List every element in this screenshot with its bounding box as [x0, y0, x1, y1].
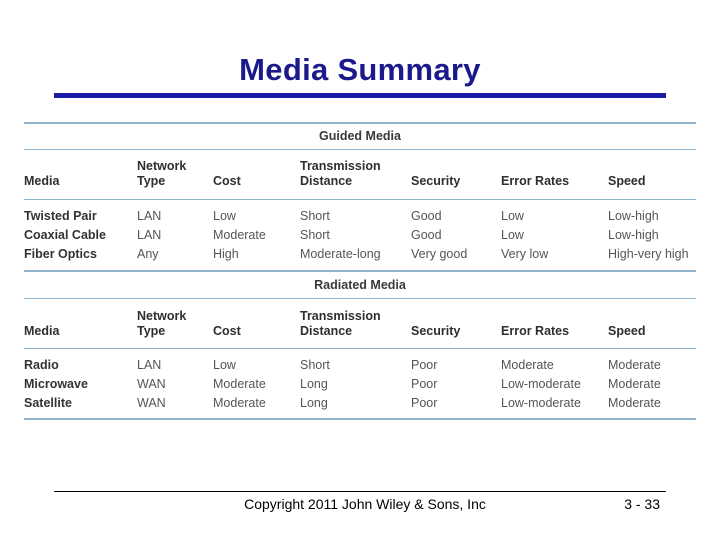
table-cell-network-type: LAN — [137, 209, 162, 223]
column-header-speed: Speed — [608, 174, 646, 188]
guided-title-rule — [24, 149, 696, 150]
table-cell-security: Poor — [411, 377, 438, 391]
guided-top-rule — [24, 122, 696, 124]
table-cell-error-rates: Very low — [501, 247, 549, 261]
table-cell-cost: Moderate — [213, 396, 266, 410]
table-cell-speed: High-very high — [608, 247, 689, 261]
table-cell-cost: Moderate — [213, 228, 266, 242]
table-cell-media: Satellite — [24, 396, 72, 410]
copyright-footer: Copyright 2011 John Wiley & Sons, Inc — [244, 496, 486, 512]
column-header-security: Security — [411, 324, 461, 338]
table-cell-transmission-distance: Short — [300, 228, 330, 242]
column-header-transmission-distance: Transmission — [300, 159, 381, 173]
table-cell-media: Coaxial Cable — [24, 228, 106, 242]
table-cell-network-type: LAN — [137, 228, 162, 242]
slide-title: Media Summary — [239, 52, 481, 87]
column-header-network-type: Type — [137, 324, 166, 338]
column-header-cost: Cost — [213, 174, 241, 188]
radiated-bottom-rule — [24, 418, 696, 420]
radiated-media-title: Radiated Media — [314, 278, 406, 292]
table-cell-network-type: WAN — [137, 377, 166, 391]
table-cell-network-type: WAN — [137, 396, 166, 410]
guided-header-rule — [24, 199, 696, 200]
table-cell-error-rates: Low — [501, 209, 524, 223]
table-cell-security: Very good — [411, 247, 468, 261]
column-header-transmission-distance: Distance — [300, 174, 353, 188]
table-cell-network-type: Any — [137, 247, 159, 261]
table-cell-cost: Moderate — [213, 377, 266, 391]
column-header-error-rates: Error Rates — [501, 174, 570, 188]
table-cell-speed: Moderate — [608, 377, 661, 391]
radiated-title-rule — [24, 298, 696, 299]
table-cell-transmission-distance: Short — [300, 209, 330, 223]
column-header-transmission-distance: Distance — [300, 324, 353, 338]
table-cell-transmission-distance: Short — [300, 358, 330, 372]
table-cell-error-rates: Low — [501, 228, 524, 242]
column-header-transmission-distance: Transmission — [300, 309, 381, 323]
column-header-security: Security — [411, 174, 461, 188]
table-cell-security: Poor — [411, 358, 438, 372]
column-header-network-type: Type — [137, 174, 166, 188]
table-cell-media: Twisted Pair — [24, 209, 97, 223]
column-header-error-rates: Error Rates — [501, 324, 570, 338]
footer-rule — [54, 491, 666, 492]
table-cell-error-rates: Low-moderate — [501, 396, 581, 410]
table-cell-error-rates: Low-moderate — [501, 377, 581, 391]
column-header-media: Media — [24, 324, 60, 338]
table-cell-speed: Low-high — [608, 209, 659, 223]
column-header-network-type: Network — [137, 159, 187, 173]
table-cell-media: Fiber Optics — [24, 247, 97, 261]
table-cell-media: Radio — [24, 358, 59, 372]
table-cell-cost: Low — [213, 209, 236, 223]
column-header-media: Media — [24, 174, 60, 188]
table-cell-media: Microwave — [24, 377, 88, 391]
title-underline — [54, 93, 666, 98]
table-cell-network-type: LAN — [137, 358, 162, 372]
table-cell-security: Good — [411, 228, 442, 242]
table-cell-security: Good — [411, 209, 442, 223]
table-cell-cost: High — [213, 247, 239, 261]
guided-bottom-rule — [24, 270, 696, 272]
page-number: 3 - 33 — [624, 496, 660, 512]
column-header-cost: Cost — [213, 324, 241, 338]
column-header-speed: Speed — [608, 324, 646, 338]
table-cell-transmission-distance: Moderate-long — [300, 247, 381, 261]
table-cell-transmission-distance: Long — [300, 377, 328, 391]
table-cell-error-rates: Moderate — [501, 358, 554, 372]
table-cell-speed: Moderate — [608, 358, 661, 372]
radiated-header-rule — [24, 348, 696, 349]
table-cell-speed: Low-high — [608, 228, 659, 242]
table-cell-speed: Moderate — [608, 396, 661, 410]
table-cell-cost: Low — [213, 358, 236, 372]
table-cell-security: Poor — [411, 396, 438, 410]
guided-media-title: Guided Media — [319, 129, 401, 143]
column-header-network-type: Network — [137, 309, 187, 323]
table-cell-transmission-distance: Long — [300, 396, 328, 410]
